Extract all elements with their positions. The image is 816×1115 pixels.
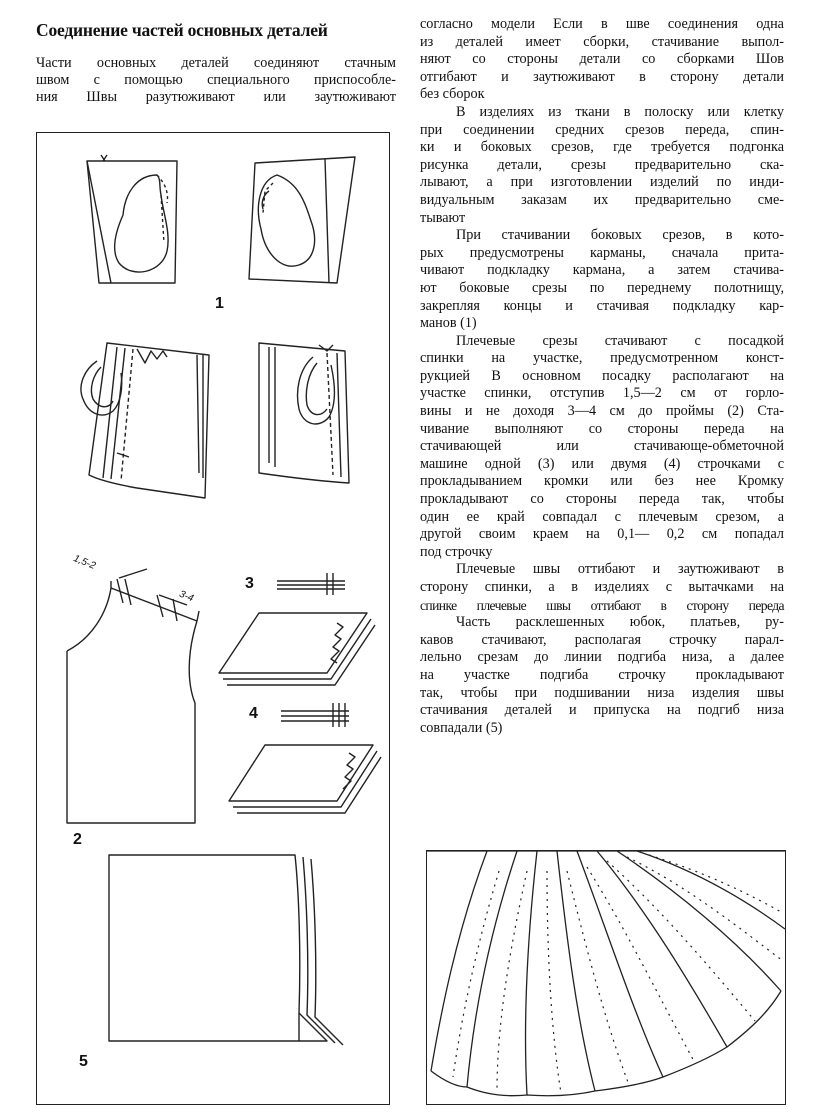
skirt-side-seam-left — [81, 343, 209, 498]
figure-panel — [36, 132, 390, 1105]
pattern-illustrations — [37, 133, 391, 1106]
text-line: рисунка детали, срезы предварительно ска- — [420, 156, 784, 173]
flared-skirt-drawing — [427, 851, 786, 1105]
text-line: машине одной (3) или двумя (4) строчками с — [420, 455, 784, 472]
text-line: спинки на участке, предусмотренном конст- — [420, 350, 784, 367]
text-line: без сборок — [420, 86, 485, 103]
dimension-neck: 1,5-2 — [71, 553, 98, 572]
text-line: стачивающей или стачивающе-обметочной — [420, 438, 784, 455]
text-line: из деталей имеет сборки, стачивание выпол- — [420, 33, 784, 50]
text-line: под строчку — [420, 543, 493, 560]
text-line: В изделиях из ткани в полоску или клетку — [456, 103, 784, 120]
text-line: на участке подгиба строчку прокладывают — [420, 666, 784, 683]
flared-skirt-illustration — [426, 850, 786, 1105]
text-line: согласно модели Если в шве соединения одна — [420, 16, 784, 32]
text-line: чивают подкладку кармана, а затем стачива- — [420, 262, 784, 279]
text-line: няют со стороны детали со сборками Шов — [420, 51, 784, 68]
text-line: спинке плечевые швы оттибают в сторону переда — [420, 597, 784, 613]
flared-piece-diagram — [109, 855, 343, 1045]
bodice-diagram — [67, 569, 199, 823]
figure-number-1: 1 — [215, 295, 224, 312]
dimension-armhole: 3-4 — [177, 588, 195, 605]
figure-number-2: 2 — [73, 831, 82, 848]
lead-line: ния Швы разутюживают или заутюживают — [36, 89, 396, 106]
text-line: видуальным заказам их предварительно сме- — [420, 191, 784, 208]
text-line: Плечевые срезы стачивают с посадкой — [456, 332, 784, 349]
text-line: стачивания деталей и припуска на подгиб низа — [420, 702, 784, 719]
section-heading: Соединение частей основных деталей — [36, 20, 328, 40]
text-line: лельно срезам до линии подгиба низа, а далее — [420, 649, 784, 666]
text-line: Часть расклешенных юбок, платьев, ру- — [456, 614, 784, 631]
text-line: манов (1) — [420, 315, 477, 332]
pocket-diagram-right — [249, 157, 355, 283]
text-line: прокладывают со стороны переда так, чтобы — [420, 491, 784, 508]
text-line: так, чтобы при подшивании низа изделия швы — [420, 684, 784, 701]
skirt-side-seam-right — [259, 343, 349, 483]
text-line: рых предусмотрены карманы, сначала прита- — [420, 244, 784, 261]
text-line: тывают — [420, 209, 466, 226]
text-line: закрепляя концы и стачивая подкладку кар- — [420, 297, 784, 314]
text-line: один ее край совпадал с плечевым срезом, а — [420, 508, 784, 525]
lead-line: швом с помощью специального приспособле- — [36, 72, 396, 89]
figure-number-3: 3 — [245, 575, 254, 592]
text-line: участке спинки, отступив 1,5—2 см от горло- — [420, 385, 784, 402]
text-line: ют боковые срезы по переднему полотнищу, — [420, 279, 784, 296]
figure-number-4: 4 — [249, 705, 258, 722]
lead-paragraph — [36, 55, 396, 107]
text-line: чивание выполняют со стороны переда на — [420, 420, 784, 437]
pocket-diagram-left — [87, 155, 177, 283]
text-line: прокладыванием кромки или без нее Кромку — [420, 473, 784, 490]
text-line: отгибают и заутюживают в сторону детали — [420, 68, 784, 85]
text-line: совпадали (5) — [420, 719, 503, 736]
text-line: ки и боковых срезов, где требуется подгонка — [420, 139, 784, 156]
text-line: кавов стачивают, располагая строчку парал- — [420, 631, 784, 648]
text-line: вины и не доходя 3—4 см до проймы (2) Ста- — [420, 403, 784, 420]
text-column-right — [420, 16, 784, 737]
lead-line: Части основных деталей соединяют стачным — [36, 55, 396, 71]
text-line: Плечевые швы оттибают и заутюживают в — [456, 561, 784, 578]
text-line: сторону спинки, а в изделиях с вытачками на — [420, 579, 784, 595]
text-line: лывают, а при изготовлении изделий по инди- — [420, 174, 784, 191]
text-line: другой своим краем на 0,1— 0,2 см попадал — [420, 526, 784, 543]
seam-diagram-3 — [219, 573, 375, 685]
text-line: При стачивании боковых срезов, в кото- — [456, 227, 784, 244]
text-line: при соединении средних срезов переда, спин- — [420, 121, 784, 138]
text-line: рукцией В основном посадку располагают на — [420, 367, 784, 384]
figure-number-5: 5 — [79, 1053, 88, 1070]
